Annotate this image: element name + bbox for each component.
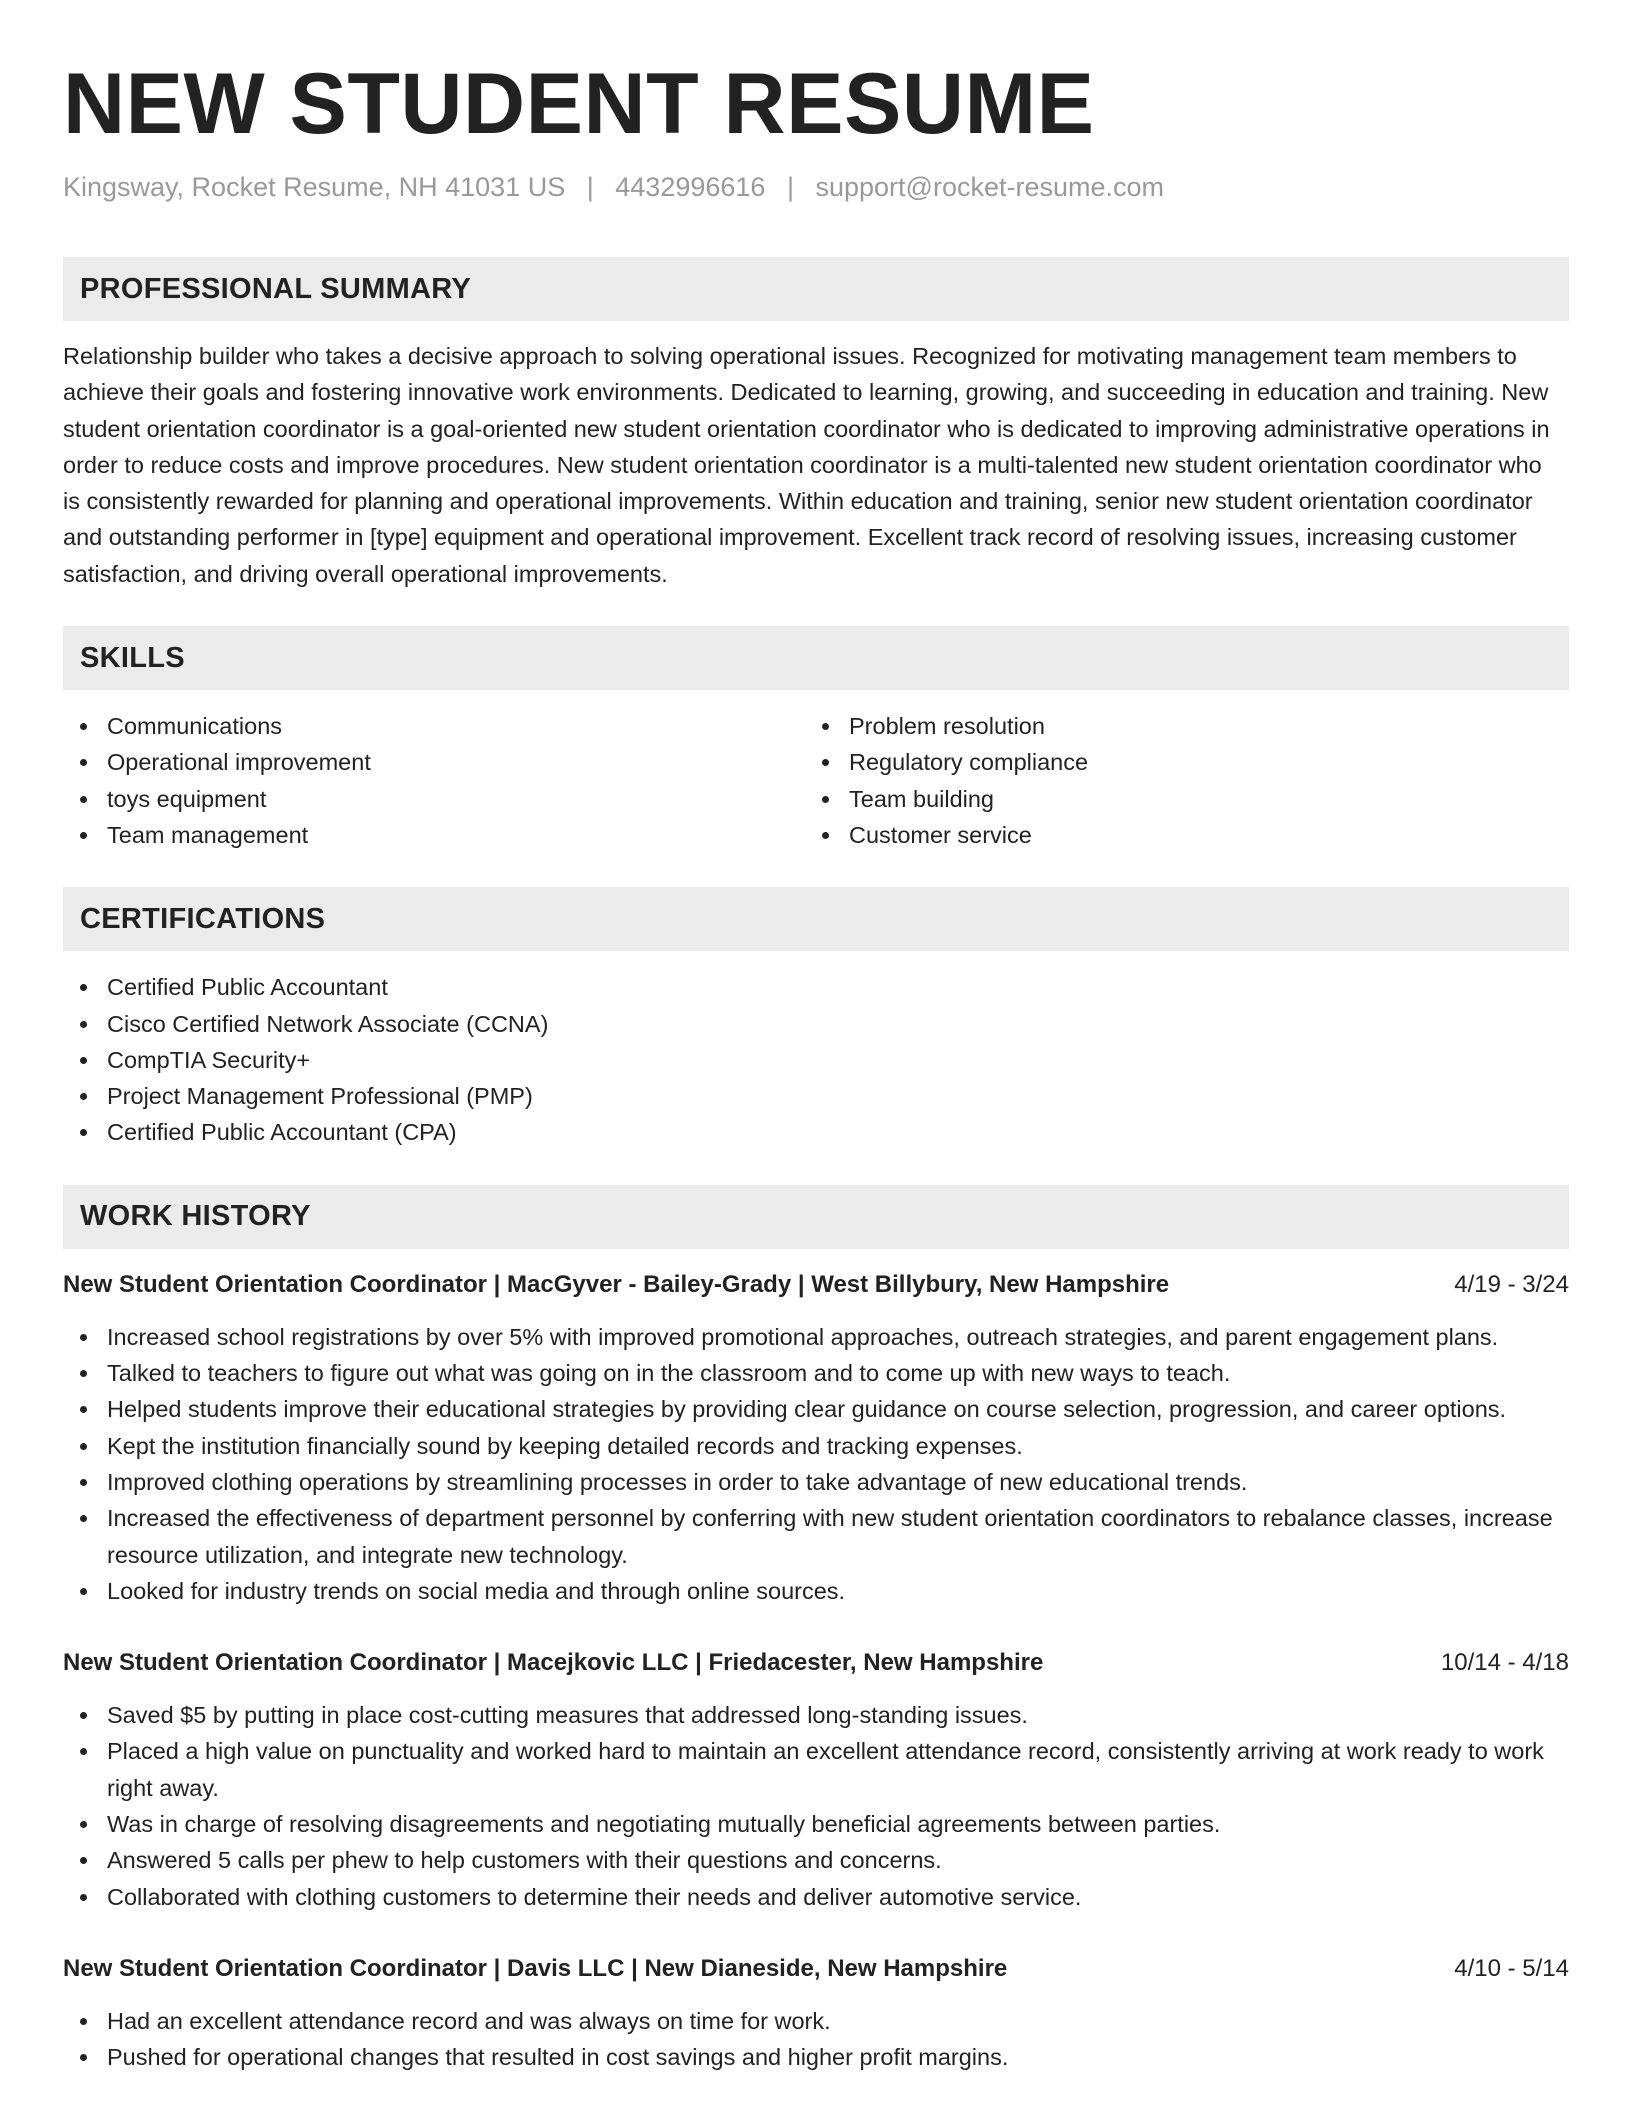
job-bullet: Talked to teachers to figure out what was going on in the classroom and to come up with new ways to teach. — [63, 1355, 1569, 1391]
job-bullet: Had an excellent attendance record and was always on time for work. — [63, 2003, 1569, 2039]
job-bullet: Saved $5 by putting in place cost-cutting measures that addressed long-standing issues. — [63, 1697, 1569, 1733]
certification-item: Project Management Professional (PMP) — [63, 1078, 1569, 1114]
skill-item: Communications — [63, 708, 805, 744]
contact-line — [63, 170, 1569, 204]
job-bullet: Kept the institution financially sound by keeping detailed records and tracking expenses. — [63, 1428, 1569, 1464]
summary-paragraph: Relationship builder who takes a decisive approach to solving operational issues. Recognized for motivating management team members to achieve their goals and fostering innovative work environments. Dedicated to learning, growing, and succeeding in education and training. New student orientation coordinator is a goal-oriented new student orientation coordinator who is dedicated to improving administrative operations in order to reduce costs and improve procedures. New student orientation coordinator is a multi-talented new student orientation coordinator who is consistently rewarded for planning and operational improvements. Within education and training, senior new student orientation coordinator and outstanding performer in [type] equipment and operational improvement. Excellent track record of resolving issues, increasing customer satisfaction, and driving overall operational improvements. — [63, 343, 1550, 587]
job-title: New Student Orientation Coordinator | Davis LLC | New Dianeside, New Hampshire — [63, 1954, 1008, 1982]
job-bullet: Collaborated with clothing customers to determine their needs and deliver automotive service. — [63, 1879, 1569, 1915]
skill-item: Team management — [63, 817, 805, 853]
section-heading-skills: SKILLS — [63, 626, 1569, 690]
job-bullet: Looked for industry trends on social media and through online sources. — [63, 1573, 1569, 1609]
job-bullet: Was in charge of resolving disagreements and negotiating mutually beneficial agreements between parties. — [63, 1806, 1569, 1842]
skill-item: Customer service — [805, 817, 1547, 853]
job-bullets — [63, 1697, 1569, 1915]
skill-item: Regulatory compliance — [805, 744, 1547, 780]
job-bullet: Increased the effectiveness of department personnel by conferring with new student orientation coordinators to rebalance classes, increase resource utilization, and integrate new technology. — [63, 1500, 1569, 1573]
contact-separator: | — [586, 172, 594, 202]
contact-email: support@rocket-resume.com — [815, 172, 1165, 202]
job-bullet: Answered 5 calls per phew to help customers with their questions and concerns. — [63, 1842, 1569, 1878]
job-header — [63, 1268, 1569, 1302]
job-title: New Student Orientation Coordinator | MacGyver - Bailey-Grady | West Billybury, New Hampshire — [63, 1270, 1170, 1298]
job-header — [63, 1646, 1569, 1680]
contact-separator: | — [786, 172, 794, 202]
job-bullets — [63, 1319, 1569, 1609]
job-bullet: Improved clothing operations by streamlining processes in order to take advantage of new educational trends. — [63, 1464, 1569, 1500]
job-bullets — [63, 2003, 1569, 2076]
job-dates: 10/14 - 4/18 — [1440, 1649, 1569, 1677]
certification-item: Certified Public Accountant — [63, 969, 1569, 1005]
certification-item: CompTIA Security+ — [63, 1042, 1569, 1078]
job-bullet: Helped students improve their educational strategies by providing clear guidance on course selection, progression, and career options. — [63, 1391, 1569, 1427]
skills-list-right — [805, 708, 1547, 853]
certification-item: Certified Public Accountant (CPA) — [63, 1114, 1569, 1150]
job-header — [63, 1952, 1569, 1986]
section-heading-work-history: WORK HISTORY — [63, 1185, 1569, 1249]
contact-phone: 4432996616 — [615, 172, 766, 202]
skill-item: toys equipment — [63, 781, 805, 817]
contact-address: Kingsway, Rocket Resume, NH 41031 US — [63, 172, 566, 202]
skills-grid — [63, 708, 1569, 853]
job-bullet: Pushed for operational changes that resulted in cost savings and higher profit margins. — [63, 2039, 1569, 2075]
certifications-list — [63, 969, 1569, 1150]
job-bullet: Placed a high value on punctuality and worked hard to maintain an excellent attendance record, consistently arriving at work ready to work right away. — [63, 1733, 1569, 1806]
resume-name: NEW STUDENT RESUME — [63, 56, 1095, 152]
skills-list-left — [63, 708, 805, 853]
job-dates: 4/19 - 3/24 — [1454, 1270, 1569, 1298]
job-title: New Student Orientation Coordinator | Macejkovic LLC | Friedacester, New Hampshire — [63, 1649, 1044, 1677]
section-heading-certifications: CERTIFICATIONS — [63, 887, 1569, 951]
certification-item: Cisco Certified Network Associate (CCNA) — [63, 1006, 1569, 1042]
job-bullet: Increased school registrations by over 5% with improved promotional approaches, outreach strategies, and parent engagement plans. — [63, 1319, 1569, 1355]
job-dates: 4/10 - 5/14 — [1454, 1954, 1569, 1982]
section-heading-summary: PROFESSIONAL SUMMARY — [63, 257, 1569, 321]
skill-item: Operational improvement — [63, 744, 805, 780]
skill-item: Problem resolution — [805, 708, 1547, 744]
skill-item: Team building — [805, 781, 1547, 817]
